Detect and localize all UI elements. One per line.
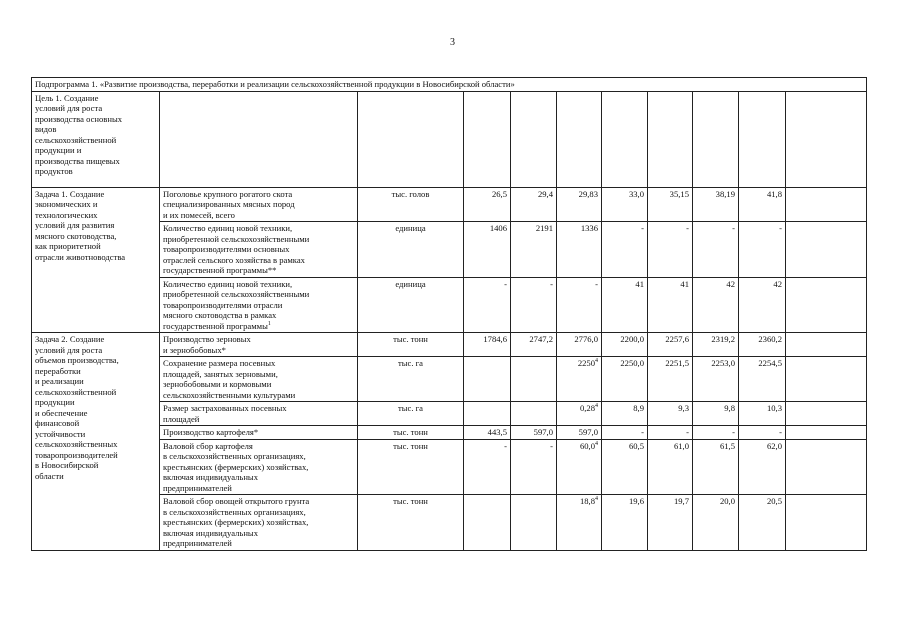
- value-text: 2254,5: [758, 358, 782, 368]
- empty-cell: [786, 495, 867, 551]
- indicator-row: [32, 333, 867, 357]
- indicator-name: [160, 333, 358, 357]
- indicator-name: [160, 187, 358, 222]
- value-cell: [464, 222, 511, 278]
- value-cell: [602, 222, 648, 278]
- value-cell: [511, 439, 557, 495]
- value-text: 9,3: [678, 403, 689, 413]
- goal-empty-cell: [358, 91, 464, 187]
- value-cell: [557, 222, 602, 278]
- page-number: 3: [450, 37, 455, 48]
- value-cell: [511, 333, 557, 357]
- empty-cell: [786, 402, 867, 426]
- value-cell: [739, 426, 786, 440]
- value-text: 61,5: [719, 440, 735, 451]
- unit-cell: тыс. га: [358, 402, 464, 426]
- value-text: 2747,2: [529, 334, 553, 344]
- unit-cell: тыс. тонн: [358, 495, 464, 551]
- indicator-text: Валовой сбор овощей открытого грунта в сельскохозяйственных организациях, крестьянских (фермерских) хозяйствах, включая индивидуальных предпринимателей: [163, 496, 310, 548]
- value-text: 2191: [535, 223, 553, 233]
- footnote-mark: 4: [595, 403, 598, 410]
- value-cell: [739, 222, 786, 278]
- value-text: 42: [773, 278, 782, 289]
- value-cell: [648, 426, 693, 440]
- value-cell: [557, 495, 602, 551]
- value-text: 62,0: [766, 440, 782, 451]
- indicator-name: [160, 277, 358, 333]
- goal-row: [32, 91, 867, 187]
- value-text: 8,9: [633, 403, 644, 413]
- indicators-table: [31, 77, 867, 551]
- value-cell: [648, 222, 693, 278]
- value-cell: [602, 333, 648, 357]
- value-cell: [739, 187, 786, 222]
- value-text: 1406: [489, 223, 507, 233]
- value-text: -: [595, 278, 598, 289]
- value-text: 2257,6: [665, 334, 689, 344]
- goal-empty-cell: [557, 91, 602, 187]
- indicator-name: [160, 439, 358, 495]
- value-text: 38,19: [715, 188, 735, 199]
- footnote-mark: 4: [595, 358, 598, 365]
- value-text: 35,15: [669, 188, 689, 199]
- value-cell: [739, 333, 786, 357]
- value-text: 19,6: [628, 496, 644, 506]
- value-text: -: [732, 427, 735, 437]
- value-text: 42: [726, 278, 735, 289]
- empty-cell: [786, 277, 867, 333]
- value-text: 60,5: [628, 440, 644, 451]
- empty-cell: [786, 333, 867, 357]
- empty-cell: [786, 439, 867, 495]
- task1-label: Задача 1. Создание экономических и технологических условий для развития мясного скотоводства, как приоритетной отрасли животноводства: [32, 187, 160, 333]
- value-cell: [511, 187, 557, 222]
- empty-cell: [786, 357, 867, 402]
- footnote-mark: 1: [267, 320, 271, 327]
- value-cell: [557, 357, 602, 402]
- value-cell: [511, 222, 557, 278]
- value-text: 2319,2: [711, 334, 735, 344]
- value-cell: [464, 402, 511, 426]
- value-cell: [511, 495, 557, 551]
- goal-empty-cell: [786, 91, 867, 187]
- value-text: -: [504, 440, 507, 451]
- value-cell: [648, 357, 693, 402]
- unit-cell: единица: [358, 277, 464, 333]
- value-text: 61,0: [673, 440, 689, 451]
- value-text: 2250,0: [620, 358, 644, 368]
- value-text: -: [686, 223, 689, 233]
- goal-empty-cell: [602, 91, 648, 187]
- value-cell: [464, 277, 511, 333]
- goal-empty-cell: [160, 91, 358, 187]
- value-text: 29,83: [578, 188, 598, 199]
- value-text: 41: [680, 278, 689, 289]
- goal-empty-cell: [511, 91, 557, 187]
- indicator-row: [32, 187, 867, 222]
- indicator-text: Производство картофеля*: [163, 427, 259, 437]
- value-text: 19,7: [673, 496, 689, 506]
- value-cell: [693, 495, 739, 551]
- indicator-text: Количество единиц новой техники, приобретенной сельскохозяйственными товаропроизводителями основных отраслей сельского хозяйства в рамках государственной программы**: [163, 223, 310, 275]
- value-text: 1336: [580, 223, 598, 233]
- value-cell: [557, 277, 602, 333]
- value-cell: [739, 357, 786, 402]
- value-cell: [693, 187, 739, 222]
- value-cell: [511, 426, 557, 440]
- goal-label: Цель 1. Создание условий для роста производства основных видов сельскохозяйственной продукции и производства пищевых продуктов: [32, 91, 160, 187]
- unit-cell: единица: [358, 222, 464, 278]
- value-cell: [648, 495, 693, 551]
- value-cell: [602, 277, 648, 333]
- value-cell: [693, 426, 739, 440]
- value-cell: [602, 426, 648, 440]
- value-cell: [693, 277, 739, 333]
- goal-empty-cell: [739, 91, 786, 187]
- indicator-name: [160, 426, 358, 440]
- value-cell: [464, 357, 511, 402]
- value-cell: [511, 357, 557, 402]
- goal-empty-cell: [464, 91, 511, 187]
- value-text: 2200,0: [620, 334, 644, 344]
- value-text: 0,28: [579, 403, 595, 413]
- value-cell: [739, 439, 786, 495]
- goal-empty-cell: [693, 91, 739, 187]
- footnote-mark: 4: [595, 496, 598, 503]
- unit-cell: тыс. голов: [358, 187, 464, 222]
- value-cell: [648, 277, 693, 333]
- value-text: -: [779, 427, 782, 437]
- goal-empty-cell: [648, 91, 693, 187]
- value-cell: [739, 495, 786, 551]
- value-text: -: [550, 440, 553, 451]
- value-text: 20,0: [719, 496, 735, 506]
- value-text: -: [641, 223, 644, 233]
- value-cell: [602, 402, 648, 426]
- value-cell: [511, 277, 557, 333]
- value-cell: [464, 187, 511, 222]
- indicator-text: Размер застрахованных посевных площадей: [163, 403, 287, 424]
- indicator-name: [160, 402, 358, 426]
- value-text: 10,3: [766, 403, 782, 413]
- empty-cell: [786, 426, 867, 440]
- value-text: 597,0: [578, 427, 598, 437]
- indicator-text: Количество единиц новой техники, приобретенной сельскохозяйственными товаропроизводителями отрасли мясного скотоводства в рамках государственной программы: [163, 278, 310, 331]
- value-text: 597,0: [533, 427, 553, 437]
- value-cell: [693, 357, 739, 402]
- value-cell: [602, 187, 648, 222]
- value-cell: [648, 439, 693, 495]
- value-text: 9,8: [724, 403, 735, 413]
- empty-cell: [786, 187, 867, 222]
- value-text: 26,5: [491, 188, 507, 199]
- unit-cell: тыс. тонн: [358, 333, 464, 357]
- value-text: 20,5: [766, 496, 782, 506]
- value-cell: [557, 333, 602, 357]
- value-cell: [464, 426, 511, 440]
- value-cell: [693, 333, 739, 357]
- unit-cell: тыс. тонн: [358, 439, 464, 495]
- value-cell: [557, 426, 602, 440]
- value-text: 2253,0: [711, 358, 735, 368]
- value-cell: [557, 439, 602, 495]
- value-text: 1784,6: [483, 334, 507, 344]
- value-text: 60,0: [579, 440, 595, 451]
- value-cell: [739, 277, 786, 333]
- indicator-text: Валовой сбор картофеля в сельскохозяйственных организациях, крестьянских (фермерских) хозяйствах, включая индивидуальных предпринимателей: [163, 440, 309, 493]
- subprogram-row: [32, 78, 867, 92]
- unit-cell: тыс. тонн: [358, 426, 464, 440]
- indicator-name: [160, 222, 358, 278]
- value-cell: [693, 439, 739, 495]
- value-text: -: [686, 427, 689, 437]
- value-text: -: [641, 427, 644, 437]
- unit-cell: тыс. га: [358, 357, 464, 402]
- indicator-name: [160, 495, 358, 551]
- value-text: 2360,2: [758, 334, 782, 344]
- indicator-text: Поголовье крупного рогатого скота специализированных мясных пород и их помесей, всего: [163, 188, 295, 220]
- footnote-mark: 4: [595, 440, 598, 447]
- subprogram-title: Подпрограмма 1. «Развитие производства, переработки и реализации сельскохозяйственной продукции в Новосибирской области»: [32, 78, 867, 92]
- value-cell: [648, 402, 693, 426]
- value-text: 2776,0: [574, 334, 598, 344]
- indicator-text: Сохранение размера посевных площадей, занятых зерновыми, зернобобовыми и кормовыми сельскохозяйственными культурами: [163, 358, 296, 400]
- value-text: -: [732, 223, 735, 233]
- value-text: 18,8: [579, 496, 595, 506]
- value-cell: [464, 495, 511, 551]
- indicator-name: [160, 357, 358, 402]
- indicator-text: Производство зерновых и зернобобовых*: [163, 334, 251, 355]
- value-text: 29,4: [537, 188, 553, 199]
- value-text: 443,5: [487, 427, 507, 437]
- value-cell: [693, 402, 739, 426]
- empty-cell: [786, 222, 867, 278]
- value-cell: [602, 357, 648, 402]
- value-cell: [693, 222, 739, 278]
- value-text: 41: [635, 278, 644, 289]
- value-text: -: [504, 278, 507, 289]
- value-text: 2251,5: [665, 358, 689, 368]
- value-cell: [557, 402, 602, 426]
- value-cell: [464, 333, 511, 357]
- value-cell: [602, 495, 648, 551]
- task2-label: Задача 2. Создание условий для роста объемов производства, переработки и реализации сельскохозяйственной продукции и обеспечение финансовой устойчивости сельскохозяйственных товаропроизводителей в Новосибирской области: [32, 333, 160, 551]
- value-text: 41,8: [766, 188, 782, 199]
- value-cell: [739, 402, 786, 426]
- value-text: 33,0: [628, 188, 644, 199]
- value-text: -: [550, 278, 553, 289]
- value-text: -: [779, 223, 782, 233]
- value-cell: [602, 439, 648, 495]
- value-text: 2250: [577, 358, 595, 368]
- value-cell: [464, 439, 511, 495]
- value-cell: [648, 333, 693, 357]
- value-cell: [648, 187, 693, 222]
- value-cell: [511, 402, 557, 426]
- value-cell: [557, 187, 602, 222]
